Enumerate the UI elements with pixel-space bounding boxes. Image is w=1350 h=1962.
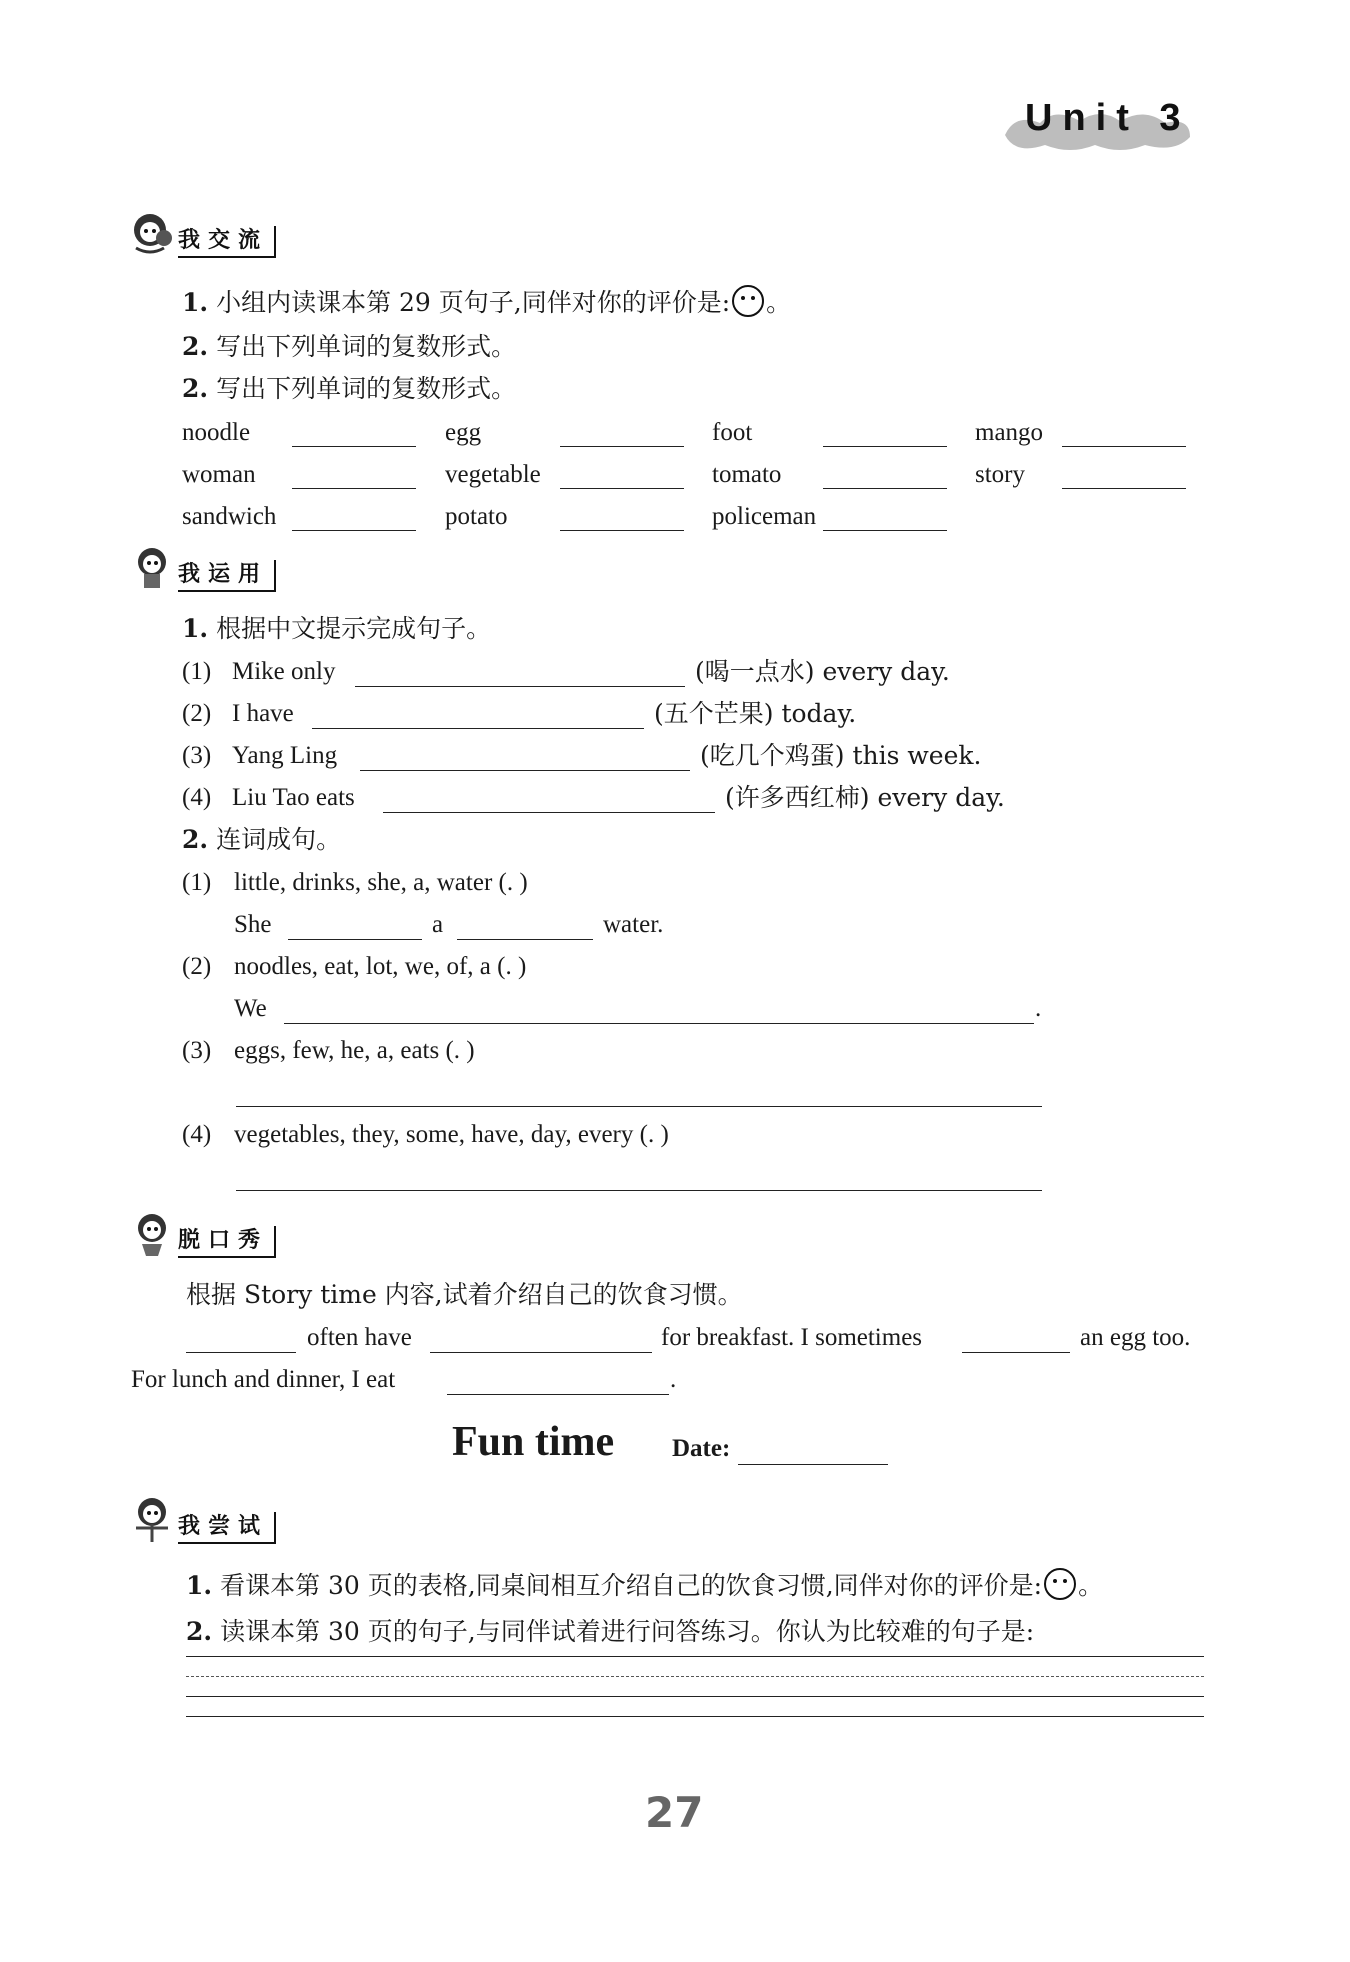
answer-line[interactable] [1062, 488, 1186, 489]
question-number: 1. [186, 1571, 213, 1600]
item-number: (4) [182, 1121, 212, 1148]
answer-line[interactable] [430, 1352, 652, 1353]
question-text: 写出下列单词的复数形式。 [216, 374, 517, 403]
unit-badge [995, 95, 1195, 155]
question-number: 2. [182, 332, 209, 361]
talk-text: For lunch and dinner, I eat [131, 1366, 396, 1393]
answer-line[interactable] [447, 1394, 669, 1395]
item-number: (1) [182, 658, 212, 685]
page-number: 27 [645, 1788, 704, 1837]
mascot-icon [128, 208, 178, 258]
answer-line[interactable] [823, 488, 947, 489]
sentence-word: a [432, 911, 444, 938]
item-prefix: Mike only [232, 658, 336, 685]
question-number: 2. [182, 825, 209, 854]
scrambled-words: eggs, few, he, a, eats (. ) [234, 1037, 475, 1064]
answer-line[interactable] [560, 530, 684, 531]
exchange-q2a [182, 332, 516, 362]
word-item: woman [182, 461, 256, 488]
talk-text: an egg too. [1080, 1324, 1191, 1351]
exchange-q1 [182, 285, 791, 318]
item-number: (1) [182, 869, 212, 896]
word-item: egg [445, 419, 482, 446]
answer-line[interactable] [1062, 446, 1186, 447]
answer-line[interactable] [186, 1656, 1204, 1657]
item-number: (4) [182, 784, 212, 811]
section-title: 我运用 [178, 560, 276, 592]
scrambled-words: little, drinks, she, a, water (. ) [234, 869, 528, 896]
item-number: (2) [182, 953, 212, 980]
question-end: 。 [766, 288, 792, 317]
question-text: 读课本第 30 页的句子,与同伴试着进行问答练习。你认为比较难的句子是: [220, 1617, 1035, 1646]
answer-line[interactable] [292, 446, 416, 447]
section-title: 我尝试 [178, 1512, 276, 1544]
item-number: (3) [182, 742, 212, 769]
section-header-apply [128, 542, 328, 592]
answer-line[interactable] [360, 770, 690, 771]
smiley-icon [732, 285, 764, 317]
question-text: 连词成句。 [216, 825, 342, 854]
word-item: vegetable [445, 461, 541, 488]
try-q1 [186, 1568, 1103, 1601]
talk-text: . [670, 1366, 677, 1393]
answer-line[interactable] [823, 530, 947, 531]
answer-line[interactable] [236, 1190, 1042, 1191]
item-number: (3) [182, 1037, 212, 1064]
word-item: mango [975, 419, 1044, 446]
section-title: 我交流 [178, 226, 276, 258]
answer-line[interactable] [236, 1106, 1042, 1107]
answer-line[interactable] [186, 1716, 1204, 1717]
section-header-exchange [128, 208, 328, 258]
question-end: 。 [1078, 1571, 1104, 1600]
item-hint: (许多西红柿) every day. [725, 783, 1005, 812]
answer-line[interactable] [383, 812, 715, 813]
word-item: tomato [712, 461, 782, 488]
word-item: sandwich [182, 503, 277, 530]
apply-q1 [182, 614, 491, 644]
answer-line[interactable] [284, 1023, 1034, 1024]
section-title: 脱口秀 [178, 1226, 276, 1258]
sentence-start: She [234, 911, 272, 938]
answer-line[interactable] [292, 530, 416, 531]
question-number: 2. [182, 374, 209, 403]
smiley-icon [1044, 1568, 1076, 1600]
answer-line[interactable] [186, 1352, 296, 1353]
answer-line[interactable] [457, 939, 593, 940]
fun-time-title: Fun time [452, 1419, 615, 1465]
item-hint: (喝一点水) every day. [695, 657, 950, 686]
scrambled-words: vegetables, they, some, have, day, every (. ) [234, 1121, 669, 1148]
word-item: story [975, 461, 1025, 488]
item-prefix: Liu Tao eats [232, 784, 355, 811]
question-number: 1. [182, 288, 209, 317]
answer-line[interactable] [312, 728, 644, 729]
mascot-icon [128, 1494, 178, 1544]
talk-intro: 根据 Story time 内容,试着介绍自己的饮食习惯。 [186, 1280, 743, 1309]
answer-line[interactable] [186, 1696, 1204, 1697]
item-hint: (吃几个鸡蛋) this week. [700, 741, 982, 770]
exchange-q2b [182, 374, 516, 404]
date-field[interactable] [738, 1464, 888, 1465]
answer-line[interactable] [355, 686, 685, 687]
apply-q2 [182, 825, 341, 855]
answer-line[interactable] [292, 488, 416, 489]
sentence-end: . [1035, 995, 1042, 1022]
talk-text: often have [307, 1324, 412, 1351]
question-number: 2. [186, 1617, 213, 1646]
answer-line[interactable] [962, 1352, 1070, 1353]
word-item: potato [445, 503, 508, 530]
word-item: foot [712, 419, 753, 446]
answer-line[interactable] [560, 488, 684, 489]
talk-text: for breakfast. I sometimes [661, 1324, 923, 1351]
dashed-guide-line [186, 1676, 1204, 1677]
section-header-talk-show [128, 1208, 328, 1258]
sentence-start: We [234, 995, 267, 1022]
item-number: (2) [182, 700, 212, 727]
answer-line[interactable] [288, 939, 422, 940]
item-hint: (五个芒果) today. [654, 699, 857, 728]
word-item: noodle [182, 419, 251, 446]
section-header-try [128, 1494, 328, 1544]
question-number: 1. [182, 614, 209, 643]
question-text: 小组内读课本第 29 页句子,同伴对你的评价是: [216, 288, 731, 317]
question-text: 根据中文提示完成句子。 [216, 614, 492, 643]
date-label: Date: [672, 1435, 731, 1462]
scrambled-words: noodles, eat, lot, we, of, a (. ) [234, 953, 527, 980]
try-q2 [186, 1617, 1034, 1647]
item-prefix: Yang Ling [232, 742, 338, 769]
mascot-icon [128, 1208, 178, 1258]
item-prefix: I have [232, 700, 294, 727]
answer-line[interactable] [823, 446, 947, 447]
word-item: policeman [712, 503, 817, 530]
question-text: 看课本第 30 页的表格,同桌间相互介绍自己的饮食习惯,同伴对你的评价是: [220, 1571, 1043, 1600]
sentence-end: water. [603, 911, 664, 938]
mascot-icon [128, 542, 178, 592]
unit-title: Unit 3 [1025, 97, 1191, 139]
answer-line[interactable] [560, 446, 684, 447]
question-text: 写出下列单词的复数形式。 [216, 332, 517, 361]
